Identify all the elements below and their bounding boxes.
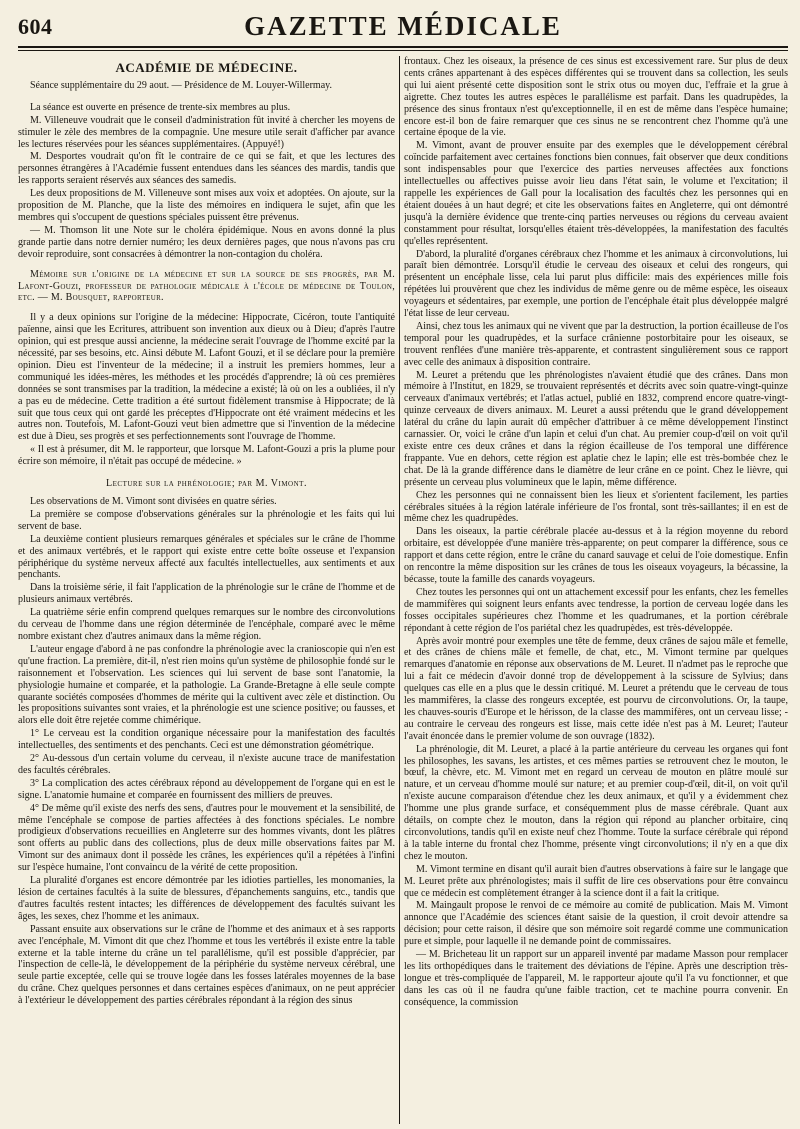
paragraph: Les observations de M. Vimont sont divisées en quatre séries. [30, 496, 277, 507]
right-column [404, 56, 788, 1124]
paragraph: L'auteur engage d'abord à ne pas confondre la phrénologie avec la cranioscopie qui n'en est qu'une fraction. La première, dit-il, n'est rien moins qu'un système de philosophie fondé sur le raisonnement et l'observation. Les sciences qui lui servent de base sont l'anatomie, la physiologie humaine et comparée, et la pathologie. La Grande-Bretagne à elle seule compte quarante sociétés composées d'hommes de mérite qui la cultivent avec zèle et distinction. Ou les propositions suivantes sont vraies, et la phrénologie est une science positive; ou fausses, et alors elle doit être rejetée comme chimérique. [18, 643, 395, 727]
paragraph: 1° Le cerveau est la condition organique nécessaire pour la manifestation des facultés intellectuelles, des sentiments et des penchants. Ceci est une démonstration géométrique. [18, 728, 395, 752]
paragraph: Chez toutes les personnes qui ont un attachement excessif pour les enfants, chez les femelles de mammifères qui soignent leurs enfants avec tendresse, la portion de cerveau logée dans les fosses occipitales supérieures chez l'homme et les quadrumanes, et la portion cérébrale répondant à cette région de l'os pariétal chez les quadrupèdes, est très-développée. [404, 586, 788, 634]
paragraph: M. Villeneuve voudrait que le conseil d'administration fût invité à chercher les moyens de stimuler le zèle des membres de la compagnie. Une mesure utile serait d'afficher par avance les lectures réservées pour les séances supplémentaires. (Appuyé!) [18, 114, 395, 150]
paragraph: La première se compose d'observations générales sur la phrénologie et les faits qui lui servent de base. [18, 508, 395, 532]
header-rule [18, 46, 788, 48]
publication-title: GAZETTE MÉDICALE [244, 11, 562, 41]
memoir-title: Mémoire sur l'origine de la médecine et sur la source de ses progrès, par M. Lafont-Gouzi, professeur de pathologie médicale à l'école de médecine de Toulon, etc. — M. Bousquet, rapporteur. [18, 268, 395, 304]
column-divider [399, 56, 400, 1124]
paragraph: La phrénologie, dit M. Leuret, a placé à la partie antérieure du cerveau les organes qui font les philosophes, les savans, les artistes, et ces mêmes parties se retrouvent chez le mouton, le bœuf, la chèvre, etc. M. Vimont met en regard un cerveau de mouton en plâtre moulé sur nature, et un cerveau d'homme moulé sur nature; et au premier coup-d'œil, dit-il, on voit qu'il n'existe aucune comparaison d'étendue chez les deux animaux, et qu'il y a évidemment chez l'homme une plus grande surface, et conséquemment plus de masse cérébrale. Quant aux détails, on compte chez le mouton, dans la région qui répond au plancher orbitaire, cinq circonvolutions, tandis qu'il en existe neuf chez l'homme. Toute la surface cérébrale qui répond à la table interne du frontal chez l'homme, présente vingt circonvolutions; il n'y en a que dix chez le mouton. [404, 743, 788, 862]
paragraph: Passant ensuite aux observations sur le crâne de l'homme et des animaux et à ses rapports avec l'encéphale, M. Vimont dit que chez l'homme et tous les vertébrés il existe entre la table externe et la table interne du crâne un tel parallélisme, qu'il est possible d'apprécier, par l'inspection de celle-là, le développement de la périphérie du système nerveux cérébral, une seule partie exceptée, celle qui se trouve logée dans les fosses latérales moyennes de la base du crâne. Chez quelques personnes et dans certaines espèces d'animaux, on ne peut apprécier à l'extérieur le développement des parties cérébrales répondant à la région des sinus [18, 923, 395, 1007]
paragraph: M. Vimont termine en disant qu'il aurait bien d'autres observations à faire sur le langage que M. Leuret prête aux phrénologistes; mais il suffit de lire ces observations pour être convaincu que ce médecin est complètement étranger à la science dont il a fait la critique. [404, 863, 788, 899]
paragraph: 3° La complication des actes cérébraux répond au développement de l'organe qui en est le signe. L'anatomie humaine et comparée en fournissent des milliers de preuves. [18, 777, 395, 801]
paragraph: Il y a deux opinions sur l'origine de la médecine: Hippocrate, Cicéron, toute l'antiquité païenne, ainsi que les Ecritures, attribuent son invention aux dieux ou à Dieu; d'après l'autre opinion, qui est presque aussi ancienne, la médecine serait l'ouvrage de l'homme excité par la nécessité, par ses besoins, etc. Ainsi débute M. Lafont Gouzi, et il se déclare pour la première opinion. Dieu est l'inventeur de la médecine; il a instruit les premiers hommes, leur a communiqué les idées-mères, les méthodes et les procédés d'apprendre; là où ces premières données se sont transmises par la tradition, la médecine a existé; là où on les a oubliées, il n'y a pas eu de médecine. Cette tradition a été surtout fidèlement transmise à Hippocrate; de là suit que tous ceux qui ont gardé les préceptes d'Hippocrate ont été vraiment médecins et les autres non. Toutefois, M. Lafont-Gouzi veut bien admettre que si l'invention de la médecine est due à Dieu, ses progrès et ses perfectionnements sont l'ouvrage de l'homme. [18, 312, 395, 443]
paragraph: M. Leuret a prétendu que les phrénologistes n'avaient étudié que des crânes. Dans mon mémoire à l'Institut, en 1829, se trouvaient représentés et décrits avec soin quatre-vingt-quinze cerveaux d'animaux vertébrés; et l'atlas actuel, publié en 1832, comprend encore quatre-vingt-quinze cerveaux de divers animaux. M. Leuret a aussi prétendu que le grand développement latéral du crâne du lapin aurait dû empêcher d'attribuer à ce même développement l'instinct carnassier. Or, voici le crâne d'un lapin et celui d'un chat. Au premier coup-d'œil on voit qu'il existe entre ces deux crânes et dans la région écailleuse de l'os temporal une différence frappante. Vue en dehors, cette région est aplatie chez le lapin; elle est très-bombée chez le chat. De là la grande différence dans le diamètre de leur crâne en ce point. Chez le lièvre, qui présente un cerveau plus volumineux que le lapin, même différence. [404, 369, 788, 488]
paragraph: M. Desportes voudrait qu'on fît le contraire de ce qui se fait, et que les lectures des personnes étrangères à l'Académie fussent entendues dans les séances des mardis, tandis que les rapports seraient réservés aux séances des samedis. [18, 151, 395, 187]
section-heading: ACADÉMIE DE MÉDECINE. [115, 60, 298, 75]
session-caption: Séance supplémentaire du 29 aout. — Présidence de M. Louyer-Willermay. [30, 79, 332, 91]
paragraph: Les deux propositions de M. Villeneuve sont mises aux voix et adoptées. On ajoute, sur la proposition de M. Planche, que la liste des mémoires en indiquera le sujet, afin que les membres qui s'occupent de questions spéciales puissent être prévenus. [18, 188, 395, 223]
paragraph: frontaux. Chez les oiseaux, la présence de ces sinus est excessivement rare. Sur plus de deux cents crânes appartenant à des espèces différentes qui se trouvent dans sa collection, les seuls qui lui aient présenté cette disposition sont le strix otus ou moyen duc, l'effraie et la grue à aigrette. Chez toutes les autres espèces le parallélisme est parfait. Dans les quadrupèdes, la présence des sinus frontaux n'est qu'exceptionnelle, il en est de même dans l'espèce humaine; encore est-il bon de faire remarquer que ces sinus ne se rencontrent chez l'homme qu'à une certaine époque de la vie. [404, 56, 788, 139]
paragraph: 4° De même qu'il existe des nerfs des sens, d'autres pour le mouvement et la sensibilité, de même l'encéphale se compose de parties affectées à des fonctions spéciales. Le nombre prodigieux d'observations recueillies en Angleterre sur des hommes vivants, dont les plâtres sont offerts au public dans des collections, plus de deux mille observations faites par M. Vimont sur des animaux dont il possède les crânes, les expériences qu'il a répétées à l'infini sur l'espèce humaine, l'ont convaincu de la vérité de cette proposition. [18, 802, 395, 874]
paragraph: Chez les personnes qui ne connaissent bien les lieux et s'orientent facilement, les parties cérébrales situées à la région latérale inférieure de l'os frontal, sont très-saillantes; il en est de même chez les quadrupèdes. [404, 489, 788, 525]
paragraph: La séance est ouverte en présence de trente-six membres au plus. [30, 101, 291, 113]
paragraph: La pluralité d'organes est encore démontrée par les idioties partielles, les monomanies, la lésion de certaines facultés à la suite de blessures, d'épanchements sanguins, etc., tandis que d'autres facultés restent intactes; les différences de développement des facultés suivant les âges, les sexes, chez l'homme et les animaux. [18, 875, 395, 922]
paragraph: « Il est à présumer, dit M. le rapporteur, que lorsque M. Lafont-Gouzi a pris la plume pour écrire son mémoire, il n'était pas occupé de médecine. » [18, 444, 395, 468]
page-number: 604 [18, 14, 53, 39]
paragraph: 2° Au-dessous d'un certain volume du cerveau, il n'existe aucune trace de manifestation des facultés cérébrales. [18, 753, 395, 776]
paragraph: D'abord, la pluralité d'organes cérébraux chez l'homme et les animaux à circonvolutions, lui paraît bien démontrée. Lorsqu'il étudie le cerveau des oiseaux et celui des rongeurs, qui présentent un encéphale lisse, cela lui parut plus difficile: mais des expériences mille fois répétées lui prouvèrent que chez les individus de même genre ou de même espèce, les oiseaux voyageurs et sédentaires, par exemple, une portion de l'encéphale était plus développée malgré l'état lisse de leur cerveau. [404, 248, 788, 320]
header-rule-thin [18, 50, 788, 51]
paragraph: La quatrième série enfin comprend quelques remarques sur le nombre des circonvolutions du cerveau de l'homme dans une région déterminée de l'encéphale, comparé avec le même nombre existant chez d'autres animaux dans la même région. [18, 607, 395, 642]
paragraph: Ainsi, chez tous les animaux qui ne vivent que par la destruction, la portion écailleuse de l'os temporal pour les quadrupèdes, et la surface crânienne postorbitaire pour les oiseaux, se trouvent renflées d'une manière très-apparente, et contrastent singulièrement sous ce rapport avec celle des animaux à disposition contraire. [404, 320, 788, 368]
paragraph: M. Vimont, avant de prouver ensuite par des exemples que le développement cérébral coïncide parfaitement avec certaines fonctions bien connues, fait observer que deux conditions sont indispensables pour que l'exercice des parties nerveuses affectées aux fonctions intellectuelles ou affectives puisse avoir lieu dans l'état sain, le volume et l'excitation; il rappelle les expériences de Gall pour la localisation des facultés chez les personnes qui en étaient douées à un haut degré; et cite les observations faites en Angleterre, qui ont démontré jusqu'à la dernière évidence que trente-cinq parties nerveuses ou régions du cerveau avaient constamment pour résultat, lorsqu'elles étaient très-développées, la manifestation des facultés qu'elles représentent. [404, 140, 788, 247]
paragraph: — M. Thomson lit une Note sur le choléra épidémique. Nous en avons donné la plus grande partie dans notre dernier numéro; les deux dernières pages, que nous n'avons pas cru devoir reproduire, sont consacrées à démontrer la non-contagion du choléra. [18, 224, 395, 260]
lecture-title: Lecture sur la phrénologie; par M. Vimont. [106, 478, 307, 490]
paragraph: Dans la troisième série, il fait l'application de la phrénologie sur le crâne de l'homme et de plusieurs animaux vertébrés. [18, 582, 395, 606]
paragraph: Après avoir montré pour exemples une tête de femme, deux crânes de sajou mâle et femelle, et des crânes de chiens mâle et femelle, de chat, etc., M. Vimont termine par quelques remarques d'anatomie en réponse aux observations de M. Leuret. Il n'admet pas le reproche que lui a fait ce médecin d'avoir donné trop de développement à la scissure de Sylvius; dans quelques cas elle en a plus que le dessin critiqué. M. Leuret a prétendu que le cerveau de tous les mammifères, la classe des rongeurs exceptée, est pourvu de circonvolutions. Or, la taupe, les chauves-souris d'Europe et le hérisson, de la classe des mammifères, ont un cerveau lisse; - au contraire le cerveau des rongeurs est lisse, mais cette idée n'est pas à M. Leuret; l'auteur l'avait énoncée dans le premier volume de son ouvrage (1832). [404, 635, 788, 742]
paragraph: Dans les oiseaux, la partie cérébrale placée au-dessus et à la région moyenne du rebord orbitaire, est développée d'une manière très-apparente; on peut comparer la différence, sous ce rapport et dans cette région, entre le crâne du canard sauvage et celui de l'oie domestique. Enfin on rencontre la même disposition sur les crânes de tous les oiseaux voyageurs, la bécassine, la bécasse, toute la famille des canards voyageurs. [404, 526, 788, 585]
paragraph: La deuxième contient plusieurs remarques générales et spéciales sur le crâne de l'homme et des animaux vertébrés, et le rapport qui existe entre cette boîte osseuse et l'expansion périphérique du système nerveux affecté aux facultés intellectuelles, aux sentiments et aux penchants. [18, 533, 395, 581]
text-columns [18, 56, 788, 1124]
paragraph: — M. Bricheteau lit un rapport sur un appareil inventé par madame Masson pour remplacer les lits orthopédiques dans le traitement des déviations de l'épine. Après une description très-longue et très-compliquée de l'appareil, M. le rapporteur ajoute qu'il l'a vu fonctionner, et que dans les cas où il ne faudra qu'une faible traction, cet te machine pourra convenir. En conséquence, la commission [404, 949, 788, 1008]
paragraph: M. Maingault propose le renvoi de ce mémoire au comité de publication. Mais M. Vimont annonce que l'Académie des sciences étant saisie de la question, il croit devoir attendre sa décision; pour cette raison, il désire que son mémoire soit regardé comme une communication pure et simple, pour laquelle il ne demande point de commissaires. [404, 900, 788, 948]
left-column [18, 56, 395, 1124]
